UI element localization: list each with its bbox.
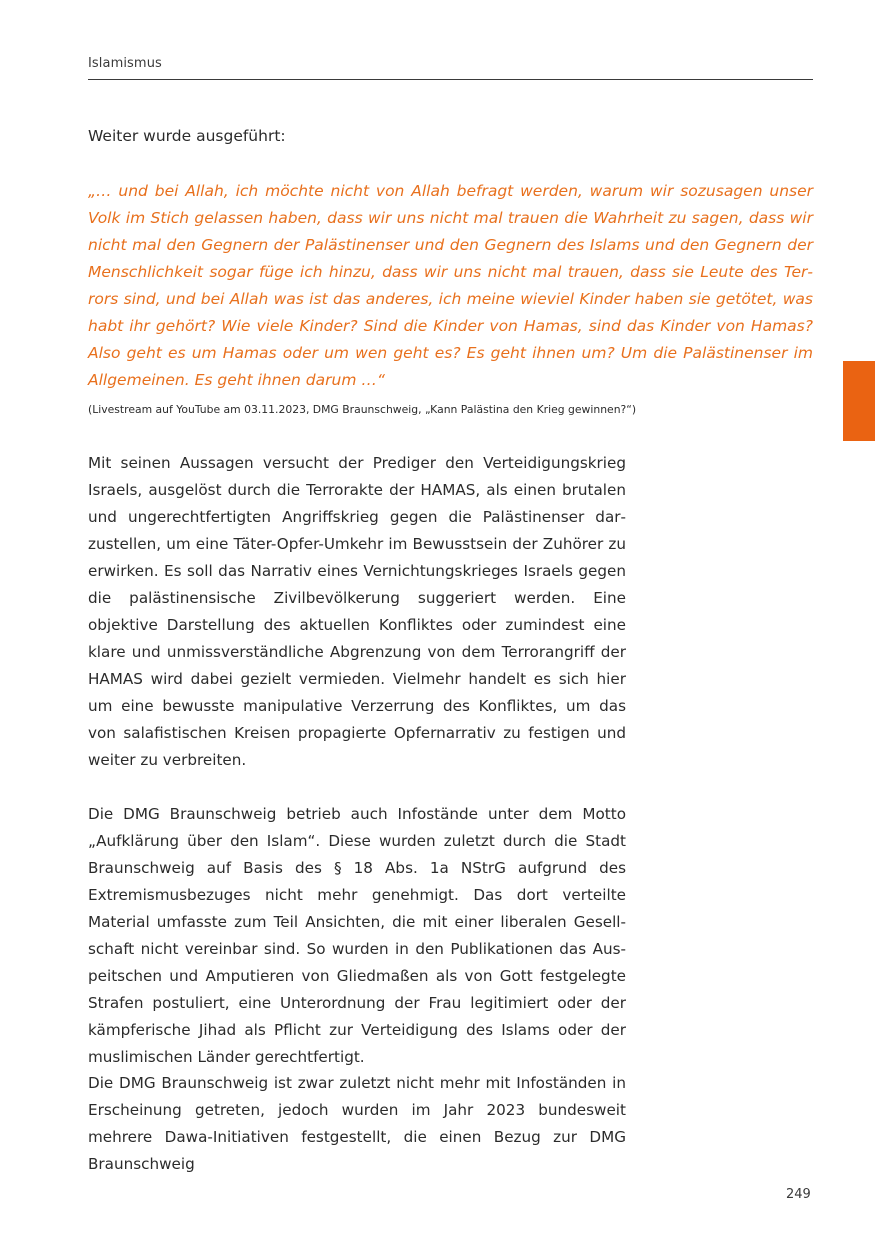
paragraph-2: Die DMG Braunschweig betrieb auch Infostände unter dem Motto „Aufklärung über den Islam“. Diese wurden zuletzt durch die Stadt Braunschweig auf Basis des § 18 Abs. 1a NStrG aufgrund des Extremismusbezuges nicht mehr genehmigt. Das dort verteilte Material umfasste zum Teil Ansichten, die mit einer liberalen Gesellschaft nicht vereinbar sind. So wurden in den Publikationen das Auspeitschen und Amputieren von Gliedmaßen als von Gott festgelegte Strafen postuliert, eine Unterordnung der Frau legitimiert oder der kämpferische Jihad als Pflicht zur Verteidigung des Islams oder der muslimischen Länder gerechtfertigt. bbox=[88, 805, 626, 1066]
chapter-tab-marker bbox=[843, 361, 875, 441]
quote-source: (Livestream auf YouTube am 03.11.2023, DMG Braunschweig, „Kann Palästina den Krieg gewinnen?“) bbox=[88, 403, 637, 416]
page-number: 249 bbox=[786, 1187, 811, 1202]
paragraph-3: Die DMG Braunschweig ist zwar zuletzt nicht mehr mit Infoständen in Erscheinung getreten, jedoch wurden im Jahr 2023 bundesweit mehrere Dawa-Initiativen festgestellt, die einen Bezug zur DMG Braunschweig bbox=[88, 1074, 626, 1173]
running-head-title: Islamismus bbox=[88, 56, 162, 71]
paragraph-1: Mit seinen Aussagen versucht der Prediger den Verteidigungskrieg Israels, ausgelöst durch die Terrorakte der HAMAS, als einen brutalen und ungerechtfertigten Angriffskrieg gegen die Palästinenser darzustellen, um eine Täter-Opfer-Umkehr im Bewusstsein der Zuhörer zu erwirken. Es soll das Narrativ eines Vernichtungskrieges Israels gegen die palästinensische Zivilbevölkerung suggeriert werden. Eine objektive Darstellung des aktuellen Konfliktes oder zumindest eine klare und unmissverständliche Abgrenzung von dem Terrorangriff der HAMAS wird dabei gezielt vermieden. Vielmehr handelt es sich hier um eine bewusste manipulative Verzerrung des Konfliktes, um das von salafistischen Kreisen propagierte Opfernarrativ zu festigen und weiter zu verbreiten. bbox=[88, 454, 626, 769]
header-divider bbox=[88, 79, 813, 80]
block-quote: „… und bei Allah, ich möchte nicht von Allah befragt werden, warum wir sozusagen unser Volk im Stich gelassen haben, dass wir uns nicht mal trauen die Wahrheit zu sagen, dass wir nicht mal den Gegnern der Palästinenser und den Gegnern des Islams und den Gegnern der Menschlichkeit sogar füge ich hinzu, dass wir uns nicht mal trauen, dass sie Leute des Terrors sind, und bei Allah was ist das anderes, ich meine wieviel Kinder haben sie getötet, was habt ihr gehört? Wie viele Kinder? Sind die Kinder von Hamas, sind das Kinder von Hamas? Also geht es um Hamas oder um wen geht es? Es geht ihnen um? Um die Palästinenser im Allgemeinen. Es geht ihnen darum …“ bbox=[88, 182, 813, 389]
intro-text: Weiter wurde ausgeführt: bbox=[88, 127, 286, 145]
